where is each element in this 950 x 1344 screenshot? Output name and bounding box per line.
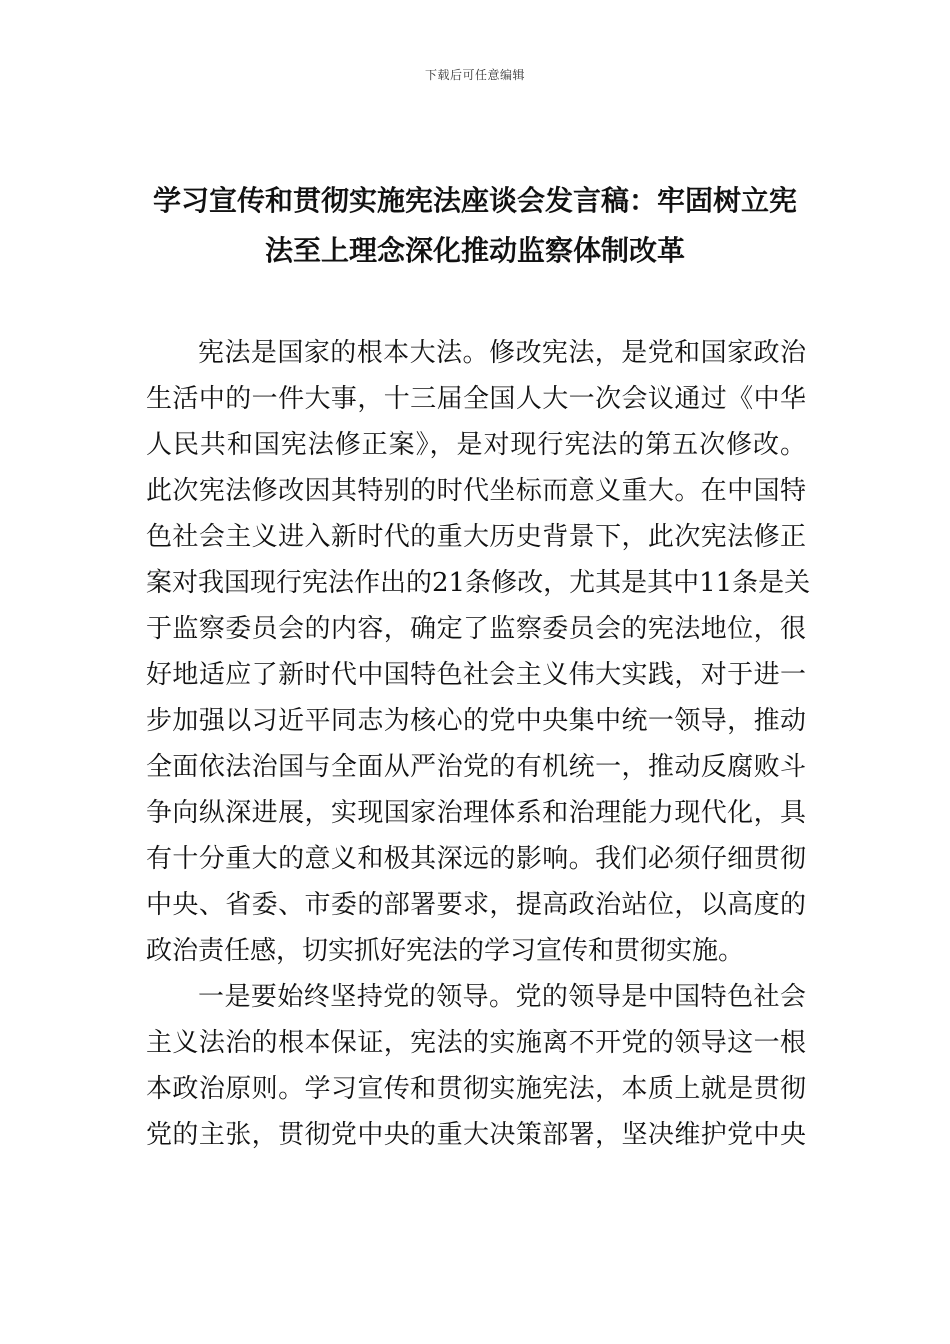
text-line: 好地适应了新时代中国特色社会主义伟大实践，对于进一 (146, 660, 806, 690)
text-line: 政治责任感，切实抓好宪法的学习宣传和贯彻实施。 (146, 936, 745, 966)
text-line: 步加强以习近平同志为核心的党中央集中统一领导，推动 (146, 706, 806, 736)
text-line: 一是要始终坚持党的领导。党的领导是中国特色社会 (198, 982, 806, 1012)
title-line-1: 学习宣传和贯彻实施宪法座谈会发言稿：牢固树立宪 (152, 184, 797, 217)
text-line: 主义法治的根本保证，宪法的实施离不开党的领导这一根 (146, 1028, 806, 1058)
text-line: 中央、省委、市委的部署要求，提高政治站位，以高度的 (146, 890, 806, 920)
text-line: 案对我国现行宪法作出的21条修改，尤其是其中11条是关 (146, 568, 811, 598)
paragraph-1 (146, 330, 811, 974)
text-line: 本政治原则。学习宣传和贯彻实施宪法，本质上就是贯彻 (146, 1074, 806, 1104)
title-line-2: 法至上理念深化推动监察体制改革 (264, 234, 685, 267)
text-line: 争向纵深进展，实现国家治理体系和治理能力现代化，具 (146, 798, 806, 828)
header-note: 下载后可任意编辑 (424, 68, 525, 82)
text-line: 色社会主义进入新时代的重大历史背景下，此次宪法修正 (146, 522, 806, 552)
text-line: 于监察委员会的内容，确定了监察委员会的宪法地位，很 (146, 614, 806, 644)
text-line: 生活中的一件大事，十三届全国人大一次会议通过《中华 (146, 384, 806, 414)
text-line: 此次宪法修改因其特别的时代坐标而意义重大。在中国特 (146, 476, 806, 506)
document-body (146, 330, 811, 1158)
text-line: 人民共和国宪法修正案》，是对现行宪法的第五次修改。 (146, 430, 806, 460)
text-line: 全面依法治国与全面从严治党的有机统一，推动反腐败斗 (146, 752, 806, 782)
document-title (140, 176, 810, 276)
paragraph-2 (146, 974, 806, 1158)
text-line: 有十分重大的意义和极其深远的影响。我们必须仔细贯彻 (146, 844, 806, 874)
text-line: 党的主张，贯彻党中央的重大决策部署，坚决维护党中央 (146, 1120, 806, 1150)
text-line: 宪法是国家的根本大法。修改宪法，是党和国家政治 (198, 338, 806, 368)
